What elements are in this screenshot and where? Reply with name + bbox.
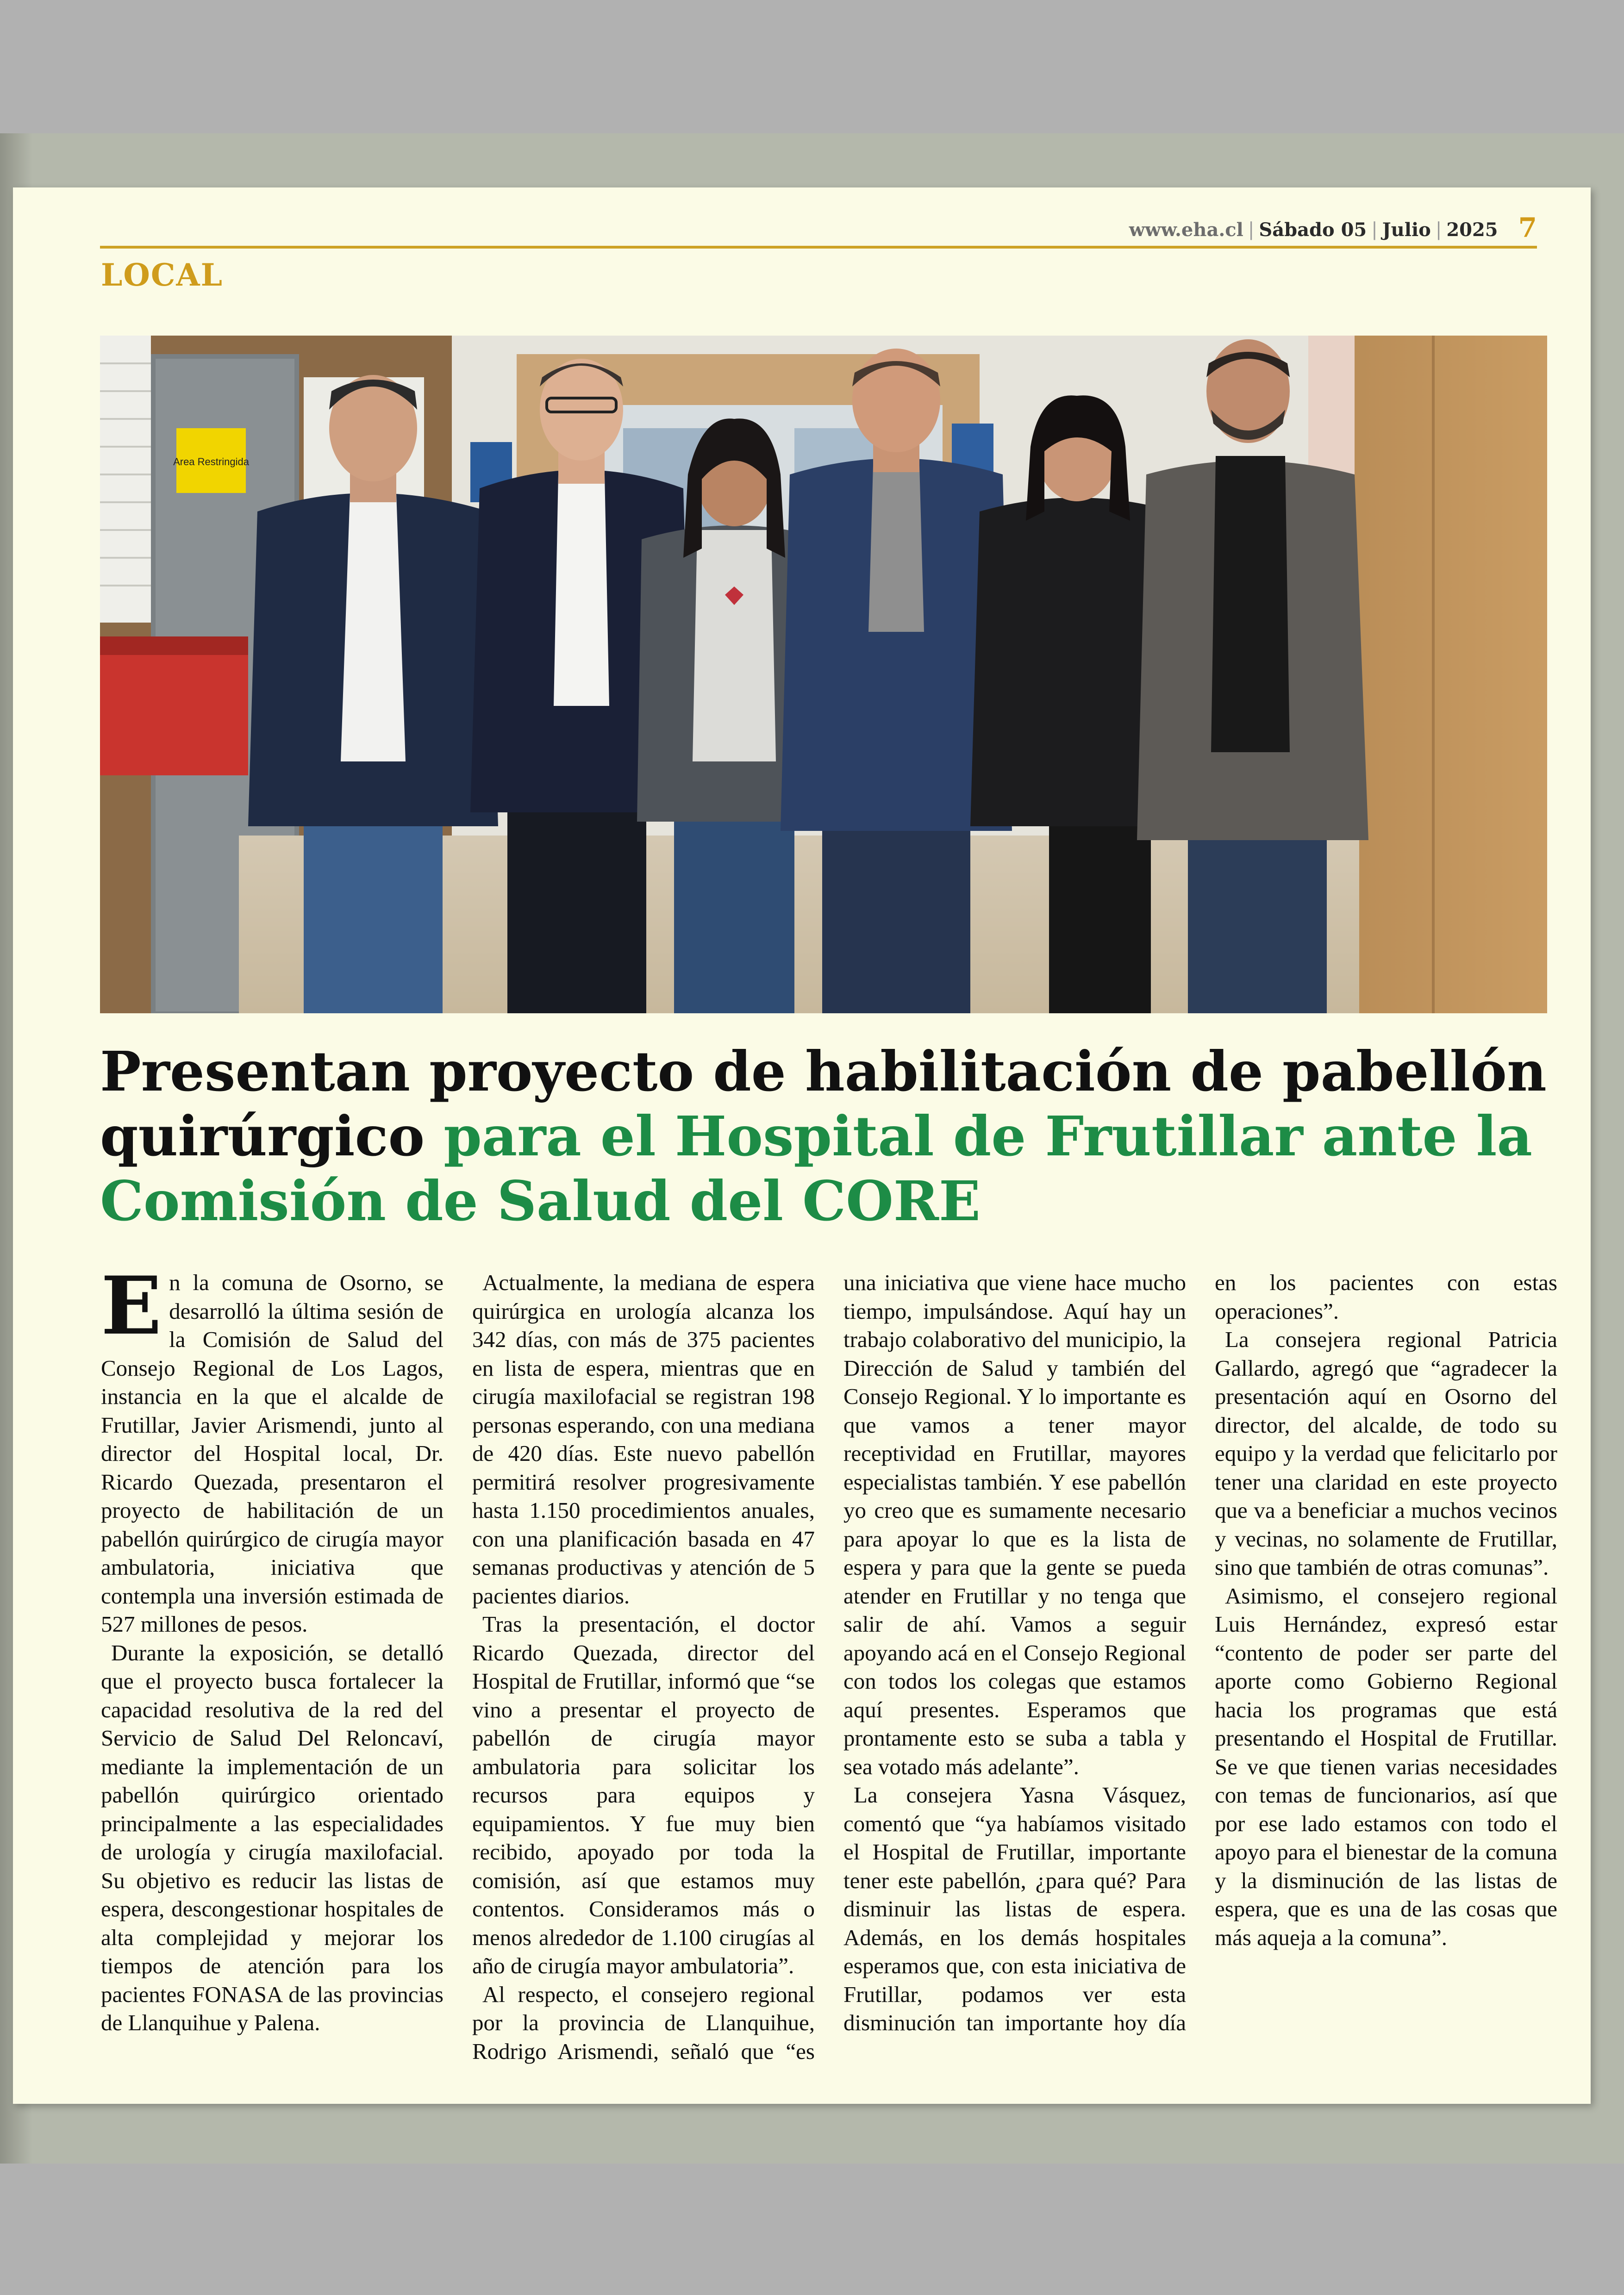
masthead: www.eha.cl | Sábado 05 | Julio | 2025 7 [100,213,1537,249]
paragraph: Tras la presentación, el doctor Ricardo Quezada, director del Hospital de Frutillar, informó que “se vino a presentar el proyecto de pabellón de cirugía mayor ambulatoria para solicitar los recursos para equipos y equipamientos. Y fue muy bien recibido, apoyado por toda la comisión, así que estamos muy contentos. Consideramos más o menos alrededor de 1.100 cirugías al año de cirugía mayor ambulatoria”. [472,1611,815,1978]
drop-cap: E [101,1259,162,1353]
area-sign-text: Area Restringida [173,456,249,468]
group-photo-illustration [100,336,1547,1013]
section-label: LOCAL [101,257,224,293]
headline-green: para el Hospital de Frutillar ante la Comisión de Salud del CORE [100,1104,1532,1233]
page-number: 7 [1518,212,1537,243]
date-month: Julio [1382,218,1431,241]
paragraph: La consejera regional Patricia Gallardo, agregó que “agradecer la presentación aquí en Osorno del director, del alcalde, de todo su equipo y la verdad que felicitarlo por tener una claridad en este proyecto que va a beneficiar a muchos vecinos y vecinas, no solamente de Frutillar, sino que también de otras comunas”. [1215,1327,1557,1580]
article-photo [100,336,1547,1013]
headline-black: Presentan proyecto de habilitación de pabellón quirúrgico [100,1039,1547,1168]
headline [100,1039,1554,1234]
bottom-backdrop [0,2164,1624,2295]
paragraph: Asimismo, el consejero regional Luis Hernández, expresó estar “contento de poder ser parte del aporte como Gobierno Regional hacia los programas que está presentando el Hospital de Frutillar. Se ve que tienen varias necesidades con temas de funcionarios, así que por ese lado estamos con todo el apoyo para el bienestar de la comuna y la disminución de las listas de espera, que es una de las cosas que más aqueja a la comuna”. [1215,1583,1557,1950]
date-year: 2025 [1446,218,1498,241]
website[interactable]: www.eha.cl [1129,218,1243,241]
paragraph: En la comuna de Osorno, se desarrolló la última sesión de la Comisión de Salud del Consejo Regional de Los Lagos, instancia en la que el alcalde de Frutillar, Javier Arismendi, junto al director del Hospital local, Dr. Ricardo Quezada, presentaron el proyecto de habilitación de un pabellón quirúrgico de cirugía mayor ambulatoria, iniciativa que contempla una inversión estimada de 527 millones de pesos. [101,1259,443,1637]
paragraph: La consejera Yasna Vásquez, comentó que “ya habíamos visitado el Hospital de Frutillar, importante tener este pabellón, ¿para qué? Para disminuir las listas de espera. Además, en los demás hospitales esperamos que, con esta iniciativa de Frutillar, podamos ver esta disminución tan importante hoy día en los pacientes con estas operaciones”. [843,1270,1557,2035]
paragraph: Al respecto, el consejero regional por la provincia de Llanquihue, Rodrigo Arismendi, señaló que “es una iniciativa que viene hace mucho tiempo, impulsándose. Aquí hay un trabajo colaborativo del municipio, la Dirección de Salud y también del Consejo Regional. Y lo importante es que vamos a tener mayor receptividad en Frutillar, mayores especialistas también. Y ese pabellón yo creo que es sumamente necesario para apoyar lo que es la lista de espera y para que la gente se pueda atender en Frutillar y no tenga que salir de ahí. Vamos a seguir apoyando acá en el Consejo Regional con todos los colegas que estamos aquí presentes. Esperamos que prontamente esto se suba a tabla y sea votado más adelante”. [472,1270,1186,2064]
paragraph: Durante la exposición, se detalló que el proyecto busca fortalecer la capacidad resolutiva de la red del Servicio de Salud Del Reloncaví, mediante la implementación de un pabellón quirúrgico orientado principalmente a las especialidades de urología y cirugía maxilofacial. Su objetivo es reducir las listas de espera, descongestionar hospitales de alta complejidad y mejorar los tiempos de atención para los pacientes FONASA de las provincias de Llanquihue y Palena. [101,1640,443,2035]
paragraph: Actualmente, la mediana de espera quirúrgica en urología alcanza los 342 días, con más de 375 pacientes en lista de espera, mientras que en cirugía maxilofacial se registran 198 personas esperando, con una mediana de 420 días. Este nuevo pabellón permitirá resolver progresivamente hasta 1.150 procedimientos anuales, con una planificación basada en 47 semanas productivas y atención de 5 pacientes diarios. [472,1270,815,1609]
article-body [101,1259,1557,2074]
date-day: Sábado 05 [1259,218,1367,241]
newspaper-page [13,187,1591,2104]
